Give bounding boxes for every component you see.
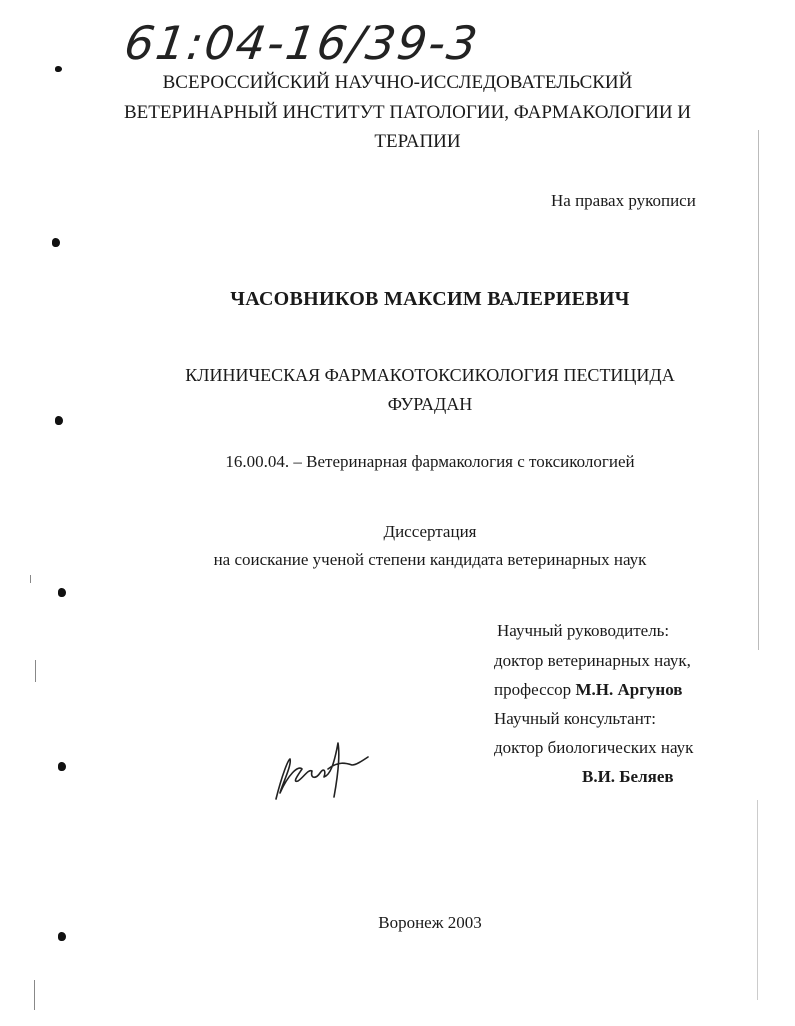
supervisor-degree: доктор ветеринарных наук,: [494, 651, 691, 670]
margin-mark: [55, 416, 63, 425]
dissertation-label: Диссертация: [383, 522, 477, 541]
scan-edge-line: [35, 660, 36, 682]
scan-edge-line: [34, 980, 35, 1010]
city-year: Воронеж 2003: [378, 913, 482, 932]
institute-line-1: ВСЕРОССИЙСКИЙ НАУЧНО-ИССЛЕДОВАТЕЛЬСКИЙ: [162, 72, 633, 93]
dissertation-title-line-1: КЛИНИЧЕСКАЯ ФАРМАКОТОКСИКОЛОГИЯ ПЕСТИЦИДА: [185, 365, 675, 385]
consultant-label: Научный консультант:: [494, 709, 656, 728]
degree-description: на соискание ученой степени кандидата ветеринарных наук: [213, 550, 647, 569]
supervisor-label: Научный руководитель:: [497, 621, 670, 640]
scan-edge-line: [758, 130, 759, 650]
institute-line-2: ВЕТЕРИНАРНЫЙ ИНСТИТУТ ПАТОЛОГИИ, ФАРМАКОЛОГИИ И: [123, 102, 692, 123]
margin-mark: [58, 932, 66, 941]
margin-mark: [55, 66, 62, 72]
signature-icon: [268, 735, 378, 807]
margin-mark: [58, 588, 66, 597]
specialty-code: 16.00.04. – Ветеринарная фармакология с токсикологией: [225, 452, 635, 471]
margin-mark: [52, 238, 60, 247]
manuscript-rights: На правах рукописи: [551, 191, 696, 210]
institute-line-3: ТЕРАПИИ: [374, 131, 461, 152]
handwritten-signature: [268, 735, 378, 812]
handwritten-catalog-code: 61:04-16/39-3: [121, 16, 483, 70]
consultant-name: В.И. Беляев: [582, 767, 674, 786]
supervisor-title: профессор: [494, 680, 572, 699]
scan-edge-line: [757, 800, 758, 1000]
dissertation-title-line-2: ФУРАДАН: [387, 394, 473, 414]
consultant-degree: доктор биологических наук: [494, 738, 694, 757]
supervisor-title-name: [494, 675, 682, 704]
author-name: ЧАСОВНИКОВ МАКСИМ ВАЛЕРИЕВИЧ: [230, 288, 630, 310]
scan-edge-line: [30, 575, 31, 583]
supervisor-name: М.Н. Аргунов: [575, 680, 683, 699]
margin-mark: [58, 762, 66, 771]
